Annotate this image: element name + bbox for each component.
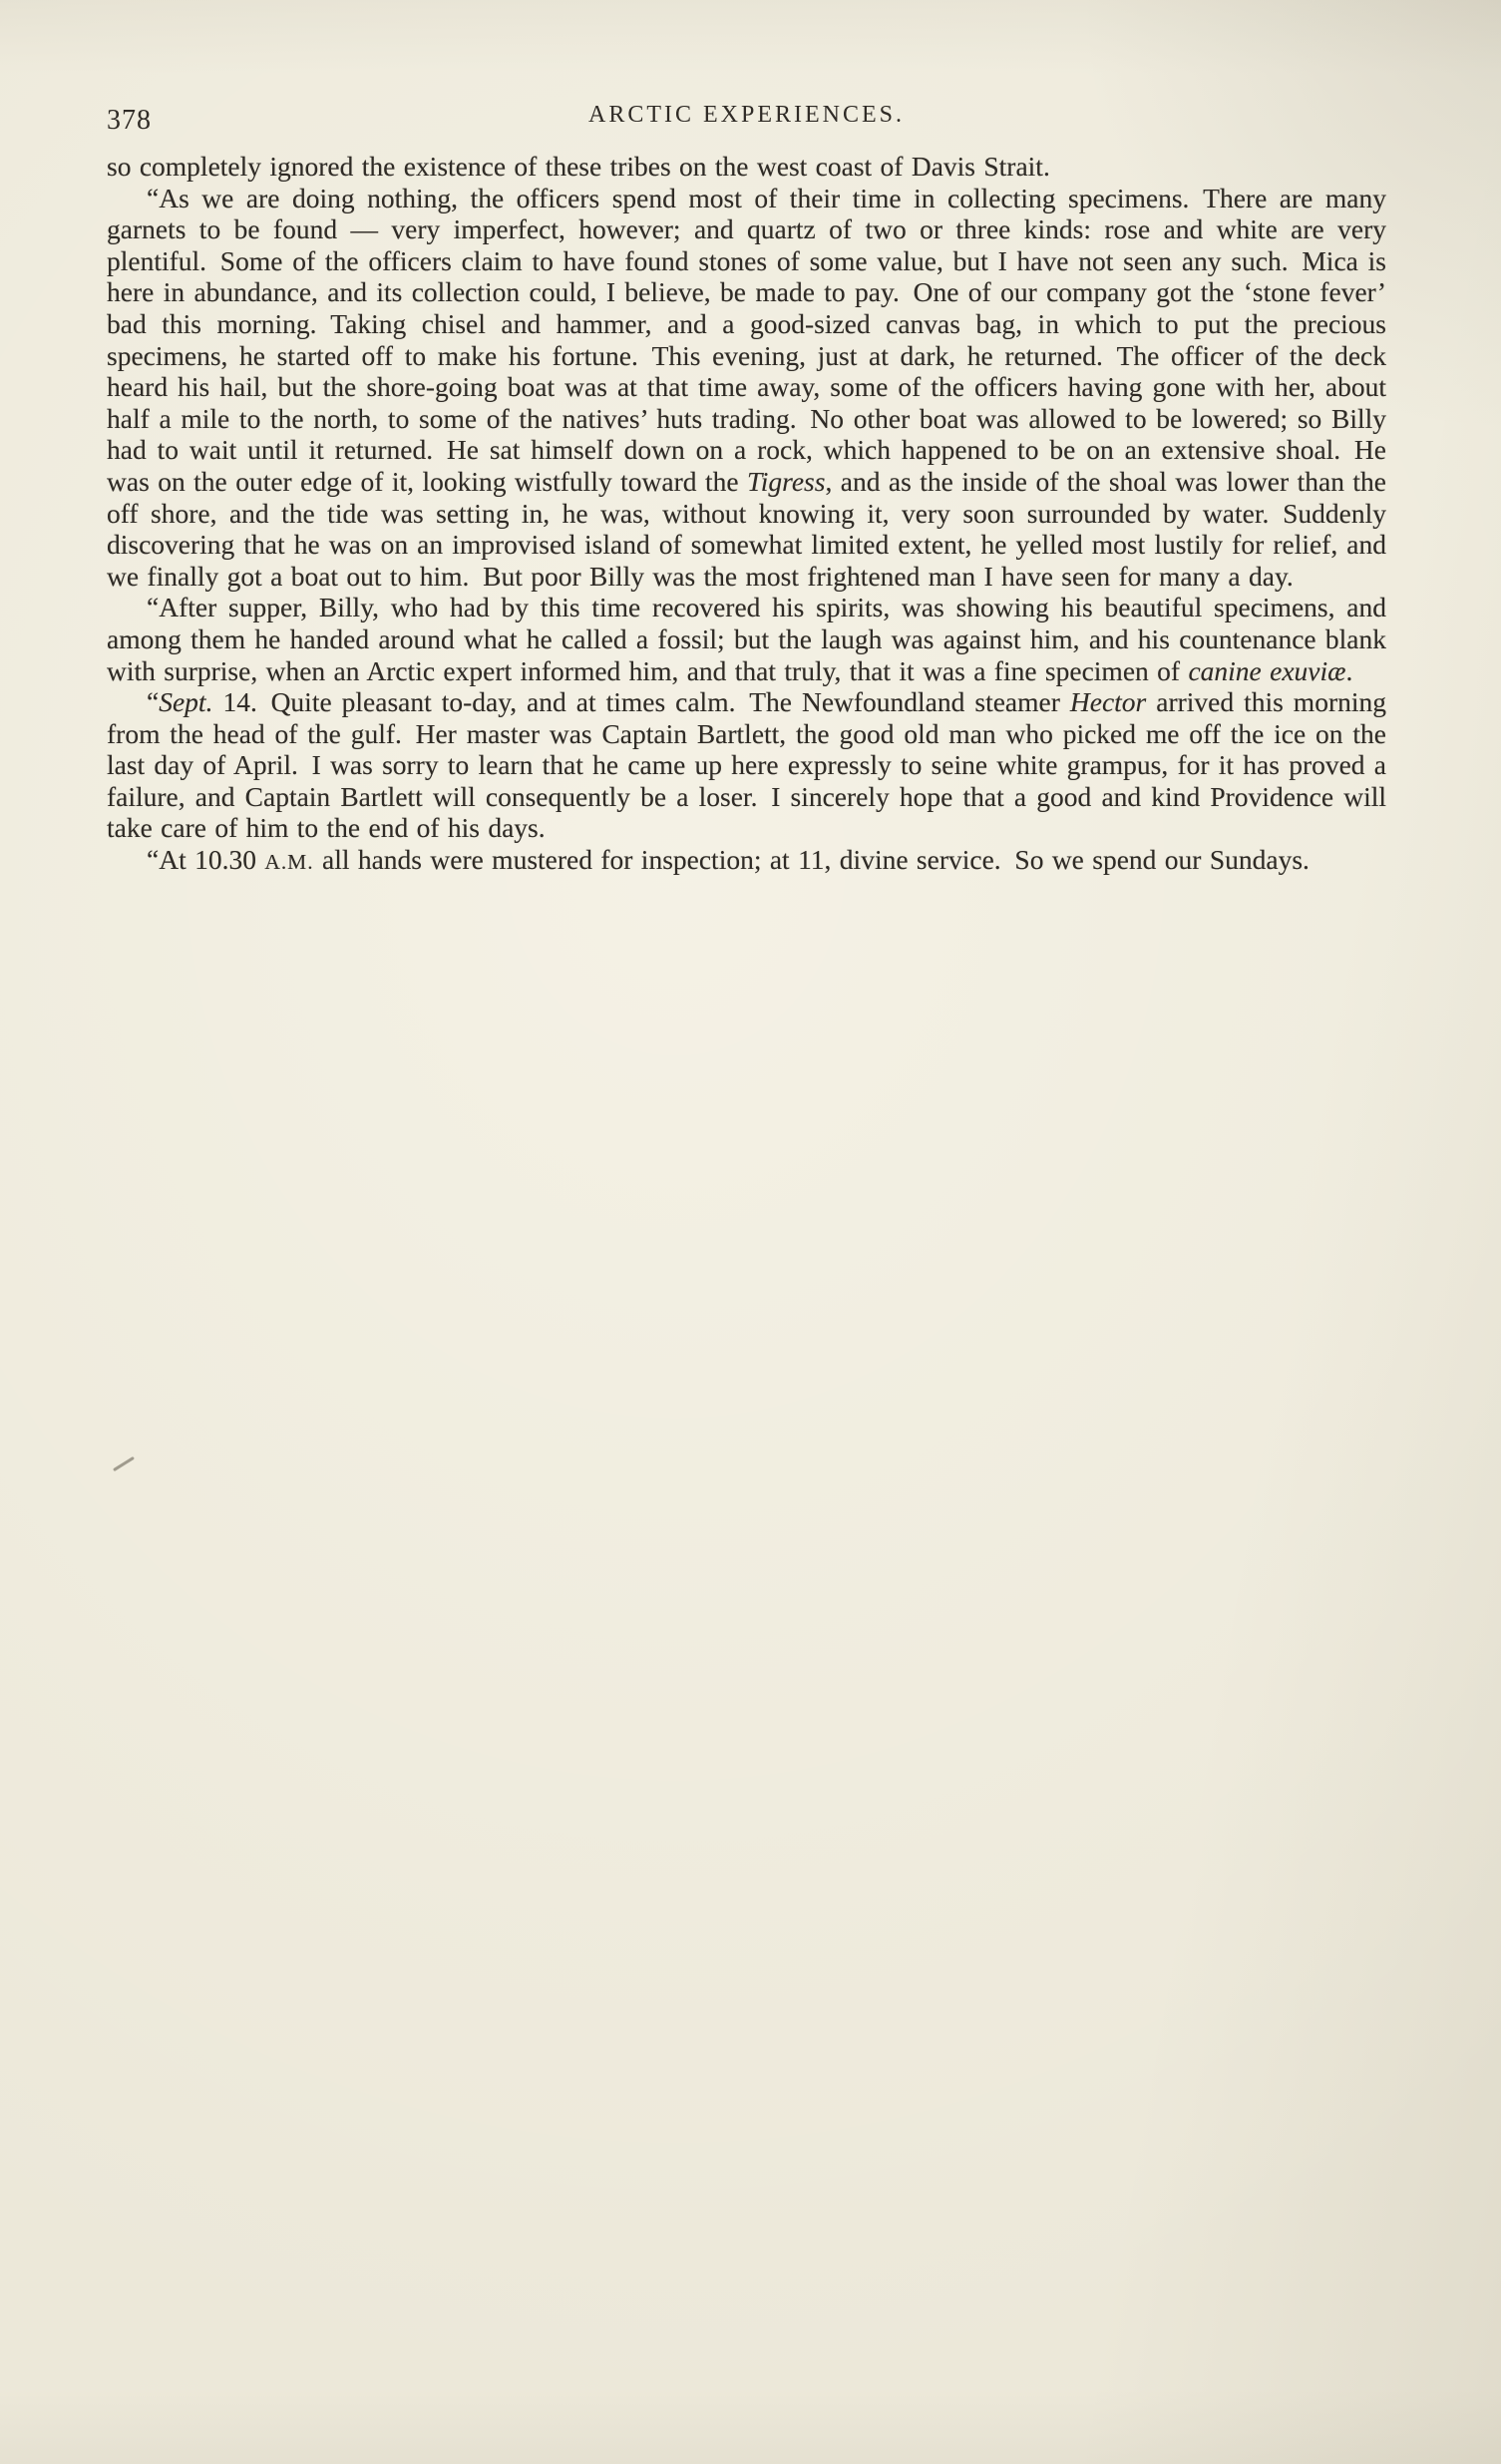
body-text: “As we are doing nothing, the officers spend most of their time in collecting specimens. There are many garnets to be found — very imperfect, however; and quartz of two or three kinds: rose and white are very plentiful. Some of the officers claim to have found stones of some value, but I have not seen any such. Mica is here in abundance, and its collection could, I believe, be made to pay. One of our company got the ‘stone fever’ bad this morning. Taking chisel and hammer, and a good-sized canvas bag, in which to put the precious specimens, he started off to make his fortune. This evening, just at dark, he returned. The officer of the deck heard his hail, but the shore-going boat was at that time away, some of the officers having gone with her, about half a mile to the north, to some of the natives’ huts trading. No other boat was allowed to be lowered; so Billy had to wait until it returned. He sat himself down on a rock, which happened to be on an extensive shoal. He was on the outer edge of it, looking wistfully toward the [107,182,1386,497]
italic-text: Hector [1069,686,1147,718]
body-text: “After supper, Billy, who had by this time recovered his spirits, was showing his beautiful specimens, and among them he handed around what he called a fossil; but the laugh was against him, and his countenance blank with surprise, when an Arctic expert informed him, and that truly, that it was a fine specimen of [107,592,1386,686]
italic-text: Tigress [747,465,826,497]
paragraph [107,151,1386,183]
italic-text: Sept. [159,686,213,718]
body-text: . [1345,654,1353,686]
italic-text: canine exuviæ [1188,654,1346,686]
body-text: all hands were mustered for inspection; at 11, divine service. So we spend our Sundays. [313,844,1310,876]
body-text: “At 10.30 [147,844,265,876]
paragraph [107,183,1386,593]
page-number: 378 [107,105,152,136]
body-text: “ [147,686,160,718]
paragraph [107,592,1386,686]
paragraph [107,686,1386,844]
pen-mark-icon [113,1456,135,1471]
body-text: 14. Quite pleasant to-day, and at times calm. The Newfoundland steamer [212,686,1070,718]
smallcaps-text: A.M. [264,850,314,875]
body-text: , and as the inside of the shoal was lower than the off shore, and the tide was setting in, he was, without knowing it, very soon surrounded by water. Suddenly discovering that he was on an improvised island of somewhat limited extent, he yelled most lustily for relief, and we finally got a boat out to him. But poor Billy was the most frightened man I have seen for many a day. [107,465,1386,592]
paragraph [107,844,1386,879]
page-body [107,151,1386,879]
body-text: so completely ignored the existence of these tribes on the west coast of Davis Strait. [107,151,1050,182]
body-text: arrived this morning from the head of the gulf. Her master was Captain Bartlett, the good old man who picked me off the ice on the last day of April. I was sorry to learn that he came up here expressly to seine white grampus, for it has proved a failure, and Captain Bartlett will consequently be a loser. I sincerely hope that a good and kind Providence will take care of him to the end of his days. [107,686,1386,844]
running-header: ARCTIC EXPERIENCES. [587,102,905,128]
page-header [107,102,1386,136]
